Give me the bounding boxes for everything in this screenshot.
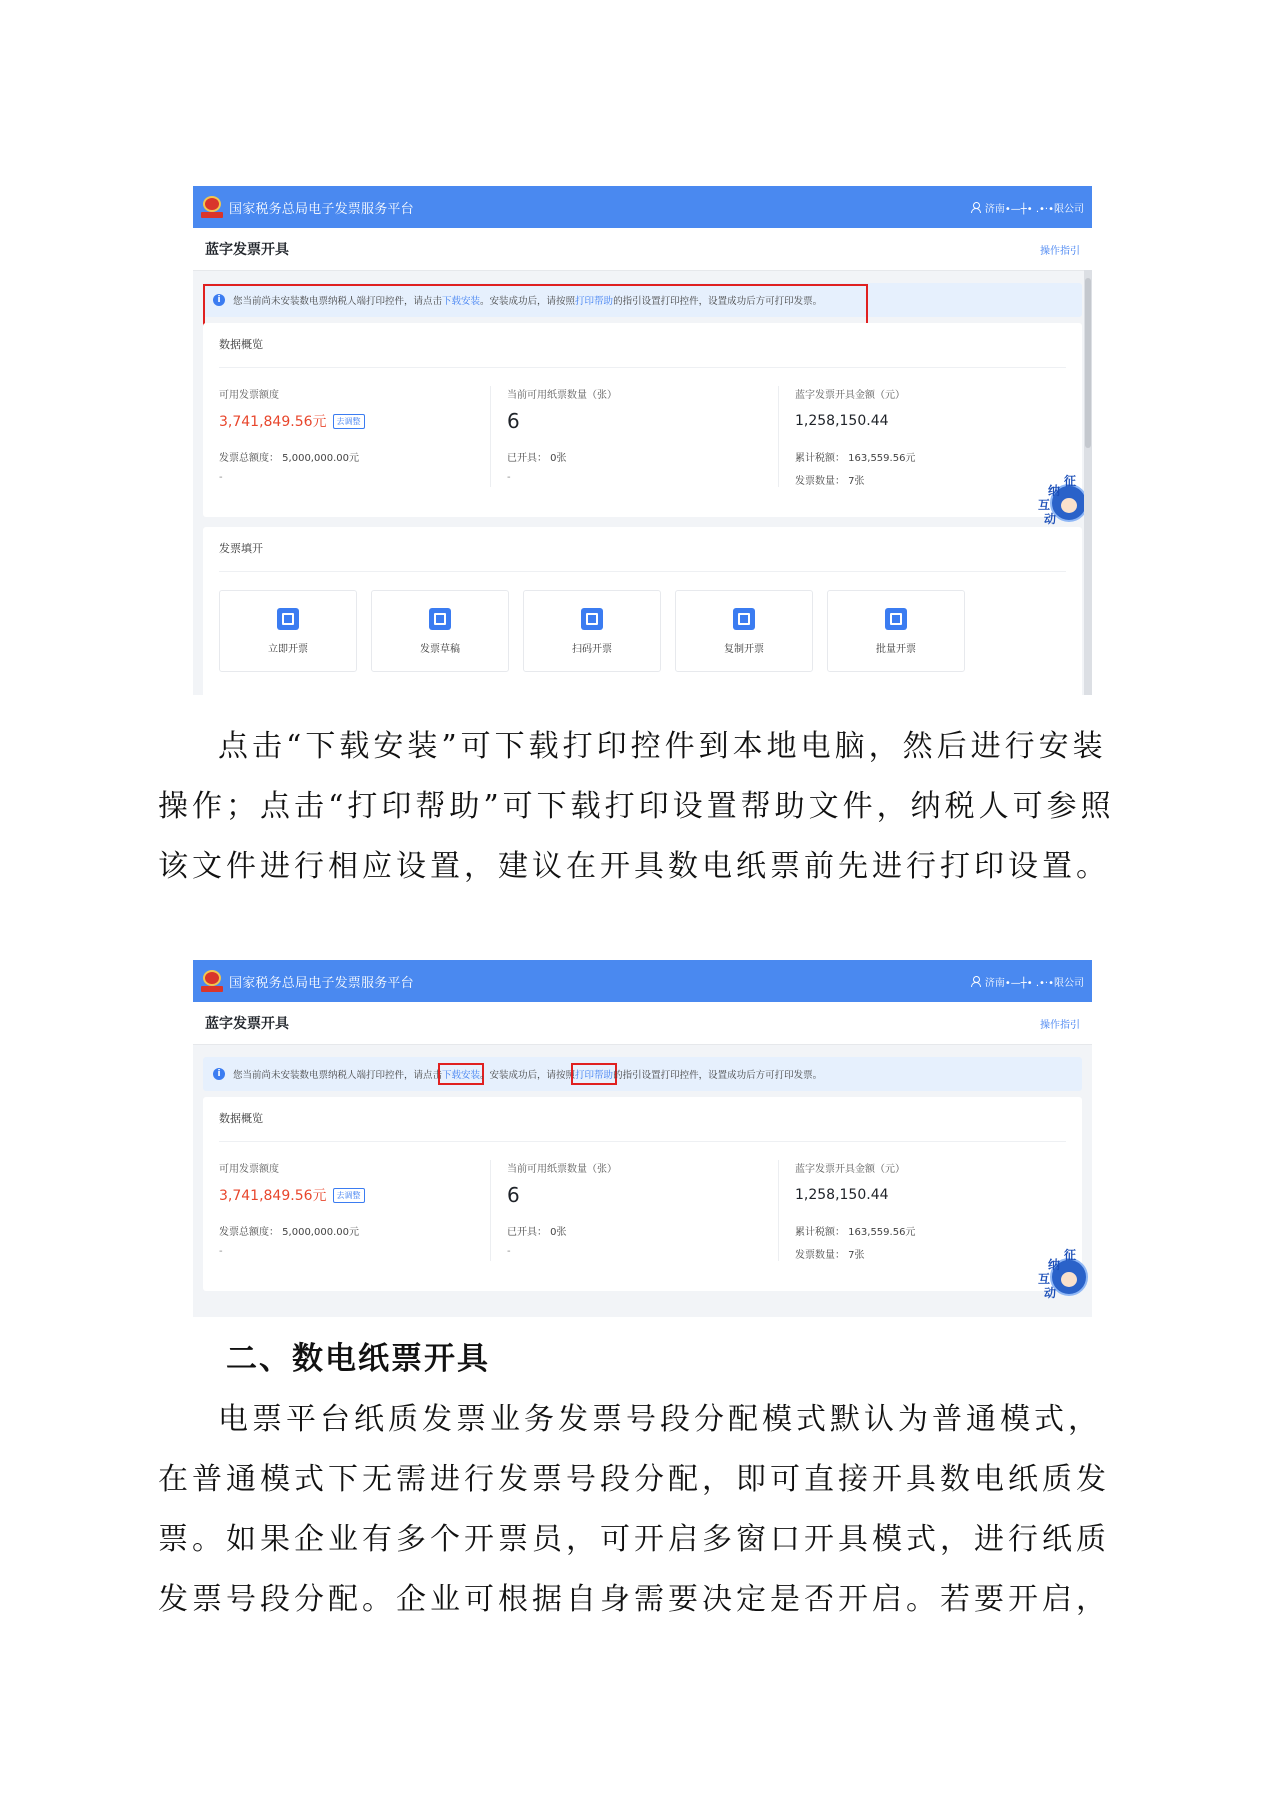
mascot-char: 动 (1044, 1286, 1057, 1300)
screenshot-invoice-issue-1 (193, 186, 1092, 695)
stat-label: 当前可用纸票数量（张） (507, 390, 617, 401)
paragraph-paper-invoice: 电票平台纸质发票业务发票号段分配模式默认为普通模式，在普通模式下无需进行发票号段分配，即可直接开具数电纸质发票。如果企业有多个开票员，可开启多窗口开具模式，进行纸质发票号段分配。企业可根据自身需要决定是否开启。若要开启， (158, 1402, 1110, 1617)
placeholder-dash: - (219, 472, 223, 483)
stat-label: 可用发票额度 (219, 390, 279, 401)
overview-title: 数据概览 (219, 1097, 1066, 1142)
stat-blue-invoice-amount (778, 386, 1066, 487)
blue-invoice-amount-value: 1,258,150.44 (795, 1187, 889, 1203)
total-quota: 发票总额度： 5,000,000.00元 (219, 453, 359, 464)
tax-emblem-icon (201, 969, 223, 993)
copy-issue-button[interactable] (675, 590, 813, 672)
section-heading: 二、数电纸票开具 (226, 1341, 490, 1377)
stat-paper-count (490, 1160, 778, 1261)
info-icon: i (213, 294, 225, 306)
print-help-link[interactable]: 打印帮助 (575, 296, 614, 307)
fill-label: 扫码开票 (572, 643, 612, 655)
batch-issue-button[interactable] (827, 590, 965, 672)
scan-issue-button[interactable] (523, 590, 661, 672)
alert-text-after: 的指引设置打印控件，设置成功后方可打印发票。 (613, 1070, 823, 1081)
mascot-char: 互 (1038, 498, 1051, 512)
user-menu[interactable] (970, 200, 1084, 215)
interaction-mascot-icon[interactable] (1036, 1250, 1088, 1302)
guide-link[interactable]: 操作指引 (1040, 245, 1080, 257)
cumulative-tax: 累计税额： 163,559.56元 (795, 453, 916, 464)
alert-text-before: 您当前尚未安装数电票纳税人端打印控件，请点击 (233, 1070, 443, 1081)
placeholder-dash: - (219, 1246, 223, 1257)
copy-icon (733, 608, 755, 630)
alert-highlight-box (203, 284, 868, 326)
mascot-char: 征 (1064, 1248, 1077, 1262)
paper-count-value: 6 (507, 409, 520, 433)
invoice-fill-card (203, 527, 1082, 695)
placeholder-dash: - (507, 472, 511, 483)
draft-icon (429, 608, 451, 630)
download-install-link[interactable]: 下载安装 (442, 1067, 480, 1081)
screenshot-invoice-issue-2 (193, 960, 1092, 1317)
fill-label: 复制开票 (724, 643, 764, 655)
invoice-count: 发票数量： 7张 (795, 476, 865, 487)
scrollbar[interactable] (1084, 270, 1092, 695)
mascot-char: 互 (1038, 1272, 1051, 1286)
issue-now-button[interactable] (219, 590, 357, 672)
blue-invoice-amount-value: 1,258,150.44 (795, 413, 889, 429)
total-quota: 发票总额度： 5,000,000.00元 (219, 1227, 359, 1238)
stat-label: 蓝字发票开具金额（元） (795, 1164, 905, 1175)
adjust-button[interactable]: 去调整 (333, 1188, 365, 1203)
paper-count-value: 6 (507, 1183, 520, 1207)
mascot-char: 纳 (1048, 484, 1061, 498)
alert-text-after: 的指引设置打印控件，设置成功后方可打印发票。 (613, 296, 823, 307)
user-icon (970, 202, 981, 213)
user-icon (970, 976, 981, 987)
draft-button[interactable] (371, 590, 509, 672)
adjust-button[interactable]: 去调整 (333, 414, 365, 429)
user-menu[interactable] (970, 974, 1084, 989)
platform-title: 国家税务总局电子发票服务平台 (229, 201, 414, 217)
page-header (193, 1002, 1092, 1045)
issued-count: 已开具： 0张 (507, 453, 567, 464)
fill-label: 立即开票 (268, 643, 308, 655)
scroll-thumb[interactable] (1085, 278, 1091, 448)
stat-label: 蓝字发票开具金额（元） (795, 390, 905, 401)
stat-available-quota (219, 386, 490, 487)
alert-text-before: 您当前尚未安装数电票纳税人端打印控件，请点击 (233, 296, 443, 307)
user-name: 济南•—┼• .•·•限公司 (984, 977, 1084, 989)
stat-paper-count (490, 386, 778, 487)
print-control-alert (203, 1057, 1082, 1091)
mascot-char: 征 (1064, 474, 1077, 488)
top-bar (193, 960, 1092, 1002)
page-title: 蓝字发票开具 (205, 1016, 289, 1032)
user-name: 济南•—┼• .•·•限公司 (984, 203, 1084, 215)
stat-label: 可用发票额度 (219, 1164, 279, 1175)
available-quota-value: 3,741,849.56元 (219, 1188, 327, 1204)
paragraph-print-control: 点击“下载安装”可下载打印控件到本地电脑，然后进行安装操作；点击“打印帮助”可下载打印设置帮助文件，纳税人可参照该文件进行相应设置，建议在开具数电纸票前先进行打印设置。 (158, 729, 1115, 884)
mascot-char: 动 (1044, 512, 1057, 526)
issued-count: 已开具： 0张 (507, 1227, 567, 1238)
fill-label: 发票草稿 (420, 643, 460, 655)
invoice-count: 发票数量： 7张 (795, 1250, 865, 1261)
overview-card (203, 323, 1082, 517)
download-install-link[interactable]: 下载安装 (442, 296, 481, 307)
print-help-link[interactable]: 打印帮助 (575, 1067, 613, 1081)
alert-text-middle: 。安装成功后，请按照 (480, 296, 576, 307)
platform-title: 国家税务总局电子发票服务平台 (229, 975, 414, 991)
mascot-char: 纳 (1048, 1258, 1061, 1272)
qr-code-icon (581, 608, 603, 630)
alert-text-middle: 。安装成功后，请按照 (480, 1070, 576, 1081)
batch-icon (885, 608, 907, 630)
fill-title: 发票填开 (219, 527, 1066, 572)
stat-label: 当前可用纸票数量（张） (507, 1164, 617, 1175)
tax-emblem-icon (201, 195, 223, 219)
available-quota-value: 3,741,849.56元 (219, 414, 327, 430)
overview-title: 数据概览 (219, 323, 1066, 368)
stat-blue-invoice-amount (778, 1160, 1066, 1261)
page-header (193, 228, 1092, 271)
guide-link[interactable]: 操作指引 (1040, 1019, 1080, 1031)
cumulative-tax: 累计税额： 163,559.56元 (795, 1227, 916, 1238)
placeholder-dash: - (507, 1246, 511, 1257)
page-title: 蓝字发票开具 (205, 242, 289, 258)
issue-now-icon (277, 608, 299, 630)
fill-label: 批量开票 (876, 643, 916, 655)
stat-available-quota (219, 1160, 490, 1261)
info-icon: i (213, 1068, 225, 1080)
overview-card (203, 1097, 1082, 1291)
interaction-mascot-icon[interactable] (1036, 476, 1088, 528)
top-bar (193, 186, 1092, 228)
